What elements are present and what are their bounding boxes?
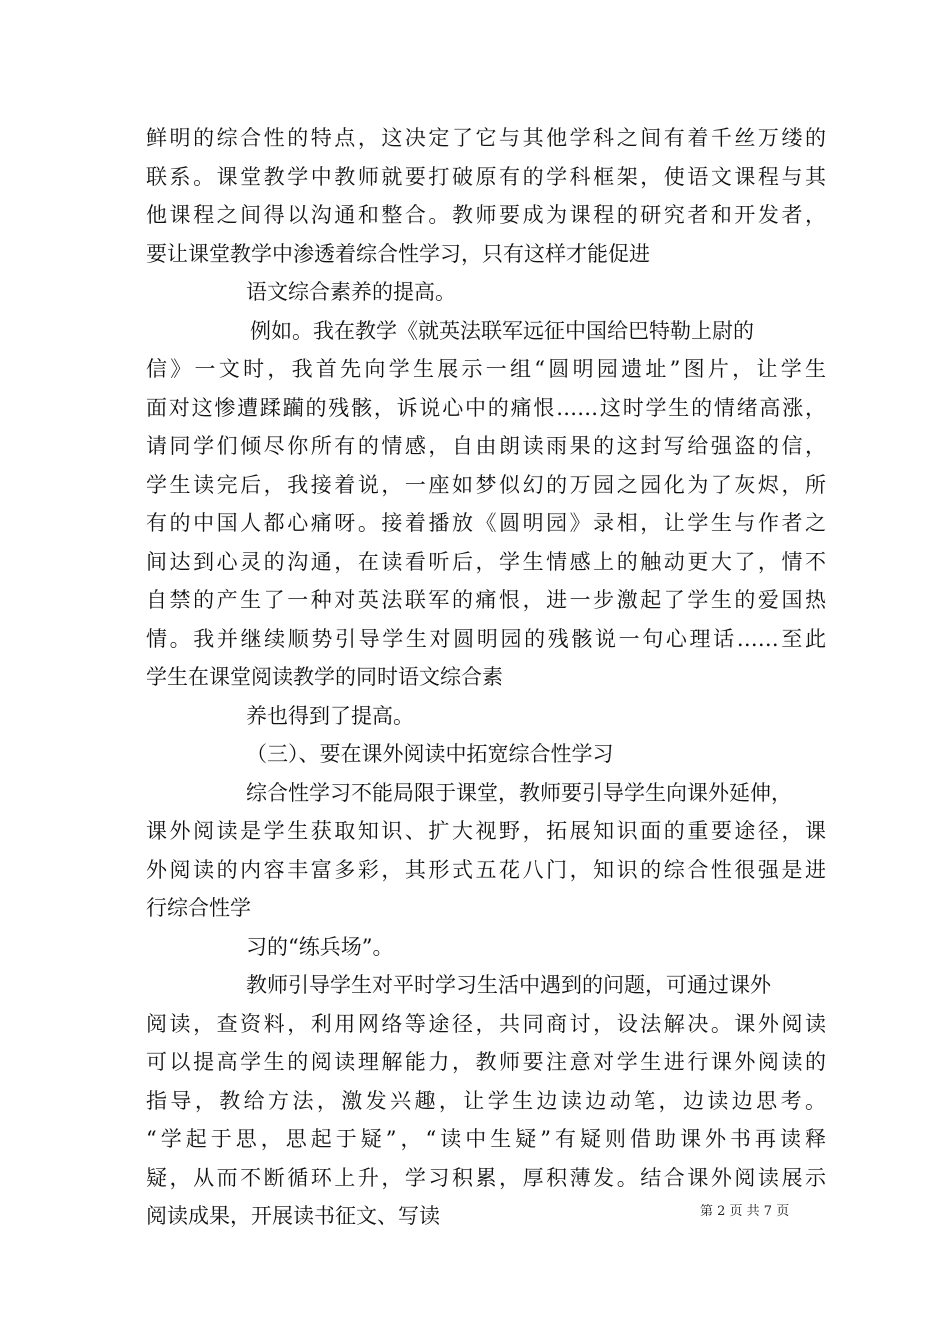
text-line: 养也得到了提高。 [246,703,414,728]
text-line: 外阅读的内容丰富多彩，其形式五花八门，知识的综合性很强是进 [146,857,826,882]
text-line: 阅读，查资料，利用网络等途径，共同商讨，设法解决。课外阅读 [146,1011,826,1036]
text-line: 信》一文时，我首先向学生展示一组“圆明园遗址”图片，让学生 [146,357,826,381]
text-line: 行综合性学 [146,896,251,920]
text-line: 他课程之间得以沟通和整合。教师要成为课程的研究者和开发者， [146,203,826,227]
text-line: 要让课堂教学中渗透着综合性学习，只有这样才能促进 [146,241,650,266]
text-line: （三）、要在课外阅读中拓宽综合性学习 [246,742,614,766]
text-line: 综合性学习不能局限于课堂，教师要引导学生向课外延伸， [246,780,792,805]
text-line: 可以提高学生的阅读理解能力，教师要注意对学生进行课外阅读的 [146,1050,826,1074]
text-line: 课外阅读是学生获取知识、扩大视野，拓展知识面的重要途径，课 [146,819,826,843]
text-line: 有的中国人都心痛呀。接着播放《圆明园》录相，让学生与作者之 [146,511,826,535]
text-line: 情。我并继续顺势引导学生对圆明园的残骸说一句心理话……至此 [146,626,826,651]
text-line: 联系。课堂教学中教师就要打破原有的学科框架，使语文课程与其 [146,164,826,189]
text-line: 指导，教给方法，激发兴趣，让学生边读边动笔，边读边思考。 [146,1088,826,1113]
text-line: 间达到心灵的沟通，在读看听后，学生情感上的触动更大了，情不 [146,549,826,574]
body-text [146,119,826,1236]
text-line: 习的“练兵场”。 [246,934,394,959]
text-line: 学生在课堂阅读教学的同时语文综合素 [146,665,503,689]
text-line: 鲜明的综合性的特点，这决定了它与其他学科之间有着千丝万缕的 [146,126,826,150]
text-line: 语文综合素养的提高。 [246,280,456,304]
text-line: 自禁的产生了一种对英法联军的痛恨，进一步激起了学生的爱国热 [146,588,826,612]
text-line: 阅读成果，开展读书征文、写读 [146,1204,440,1228]
text-line: “学起于思，思起于疑”，“读中生疑”有疑则借助课外书再读释 [146,1127,826,1151]
text-line: 请同学们倾尽你所有的情感，自由朗读雨果的这封写给强盗的信， [146,434,826,458]
page-number: 第 2 页 共 7 页 [700,1204,790,1219]
text-line: 疑，从而不断循环上升，学习积累，厚积薄发。结合课外阅读展示 [146,1165,826,1190]
text-line: 教师引导学生对平时学习生活中遇到的问题，可通过课外 [246,973,771,997]
text-line: 面对这惨遭蹂躏的残骸，诉说心中的痛恨……这时学生的情绪高涨， [146,395,826,420]
text-line: 例如。我在教学《就英法联军远征中国给巴特勒上尉的 [250,318,754,343]
text-line: 学生读完后，我接着说，一座如梦似幻的万园之园化为了灰烬，所 [146,472,826,497]
